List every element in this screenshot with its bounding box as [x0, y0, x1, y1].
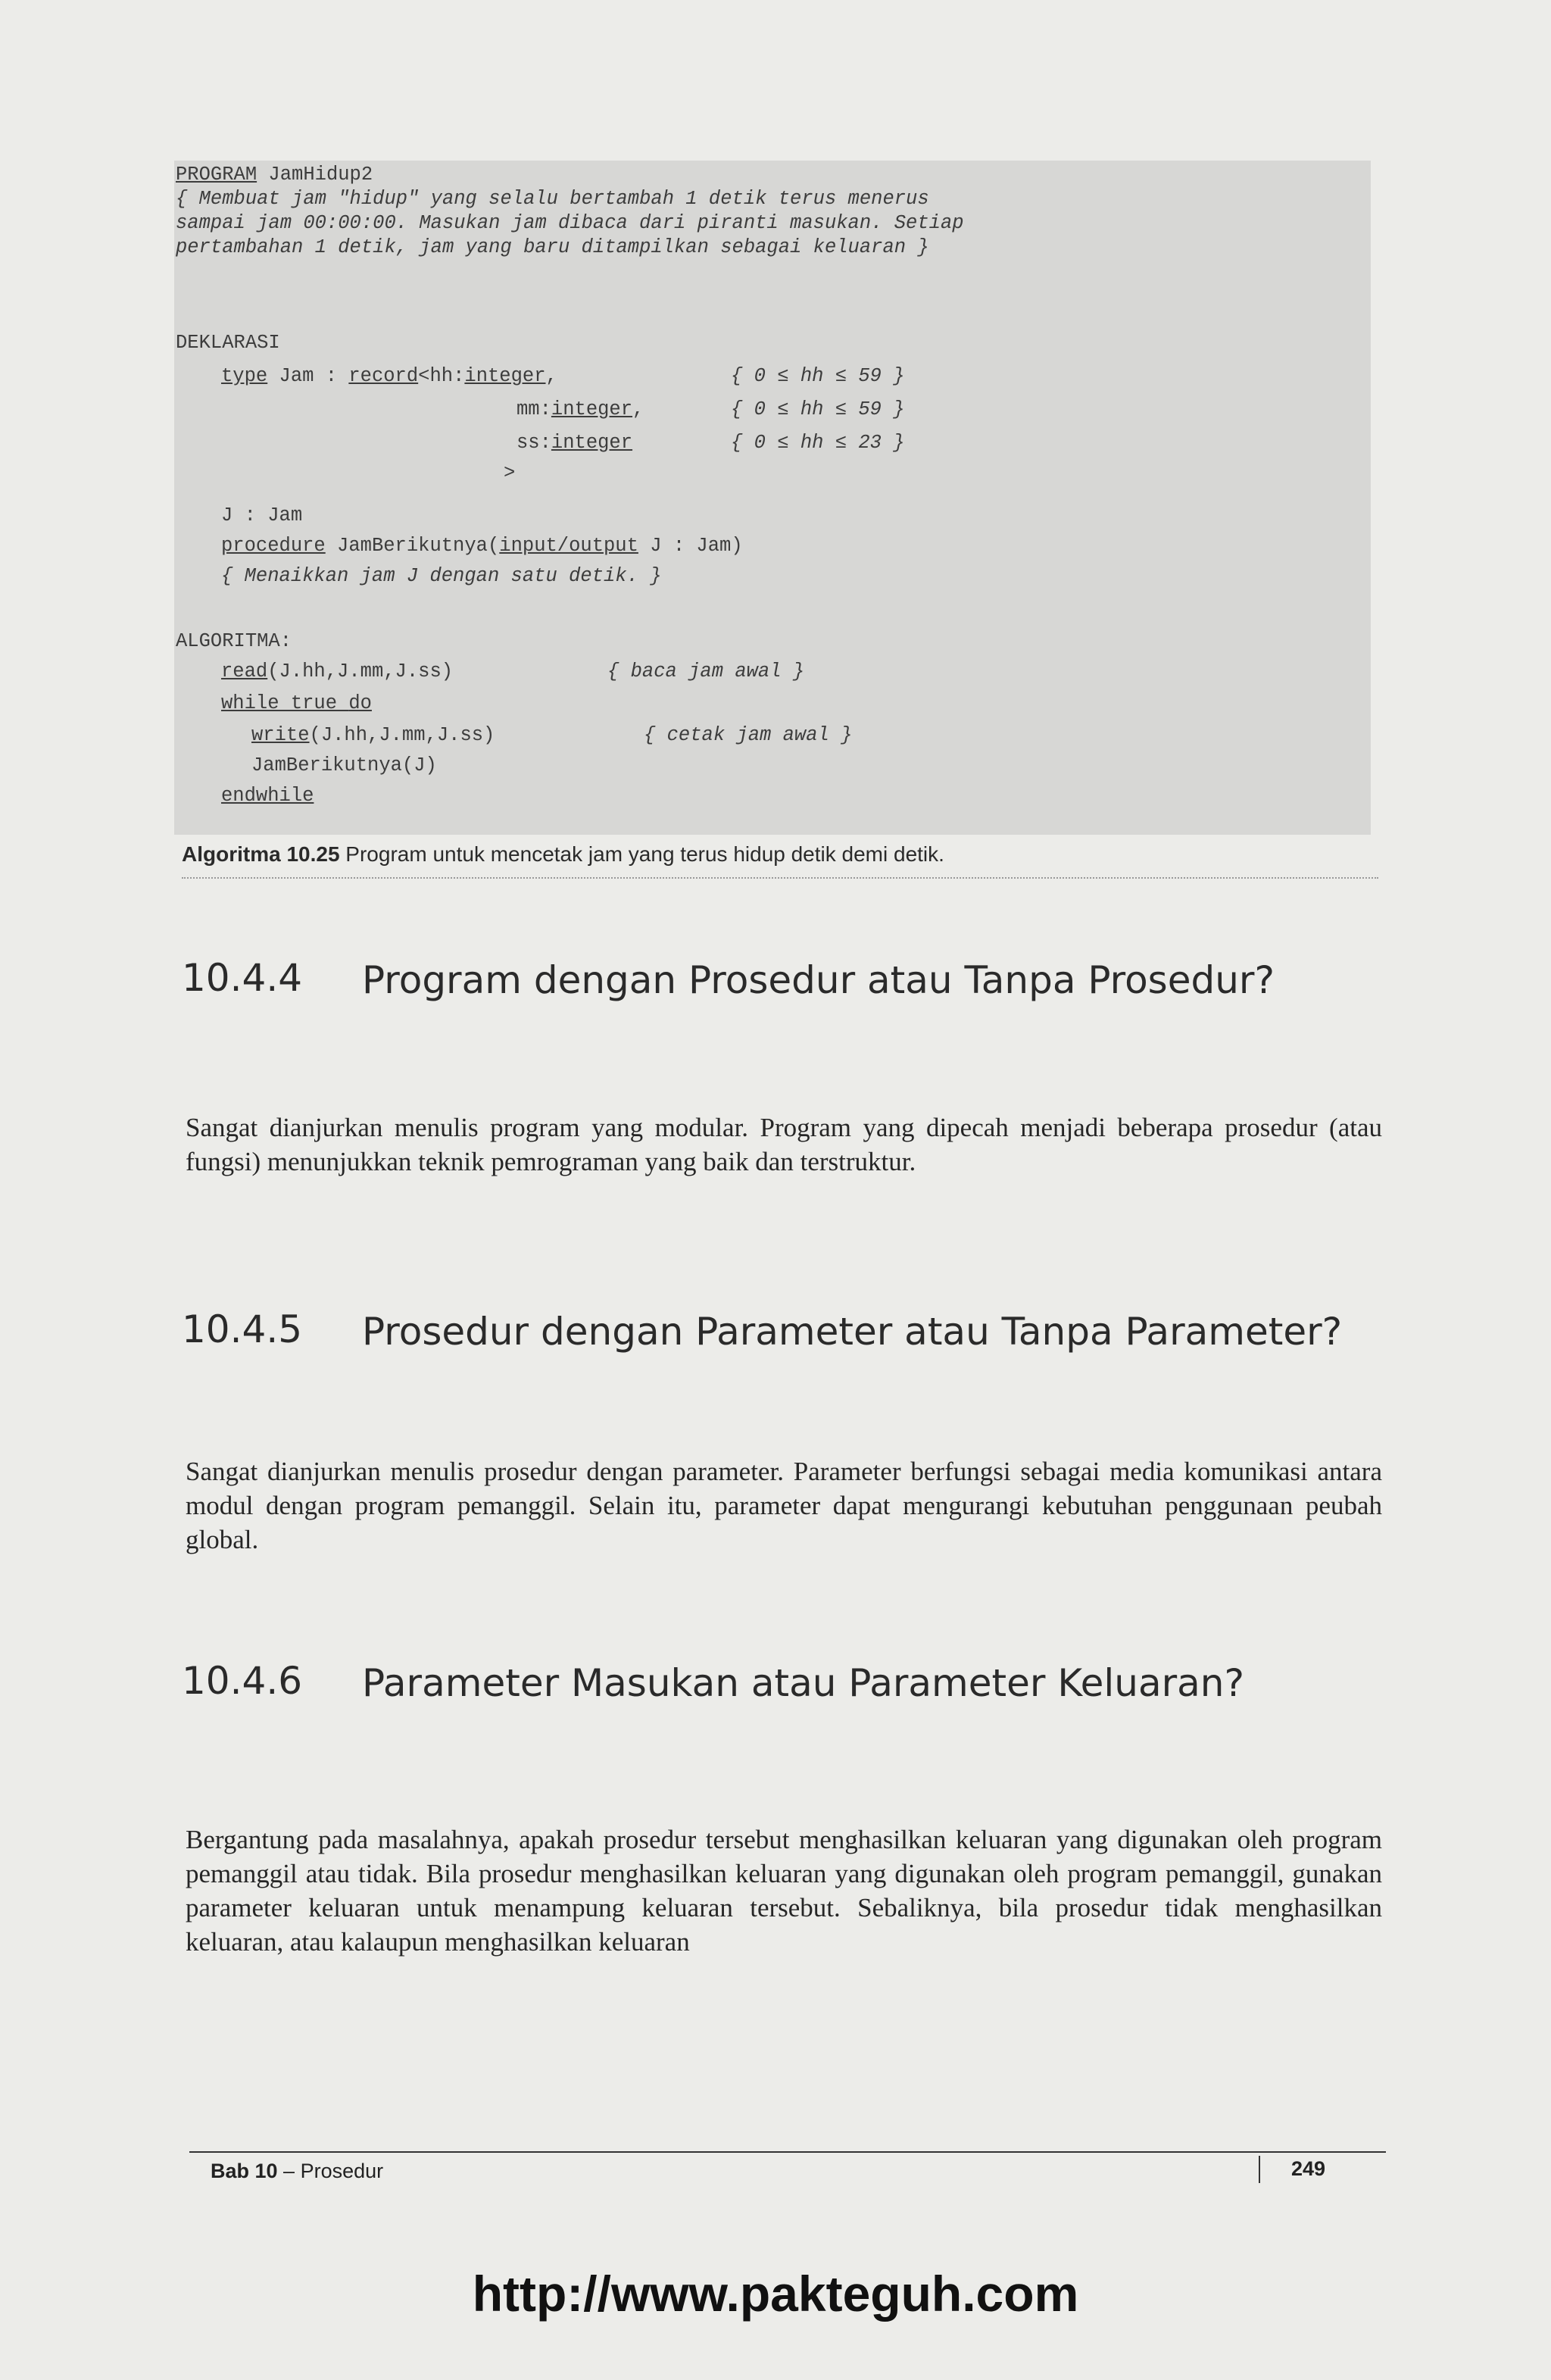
code-read-line — [221, 661, 453, 683]
footer-separator — [1259, 2156, 1260, 2183]
comma-mm: , — [632, 398, 644, 420]
keyword-program: PROGRAM — [176, 164, 257, 186]
footer-divider — [189, 2151, 1386, 2153]
keyword-endwhile: endwhile — [221, 785, 314, 807]
type-decl: Jam : — [267, 365, 349, 387]
keyword-do: do — [348, 692, 372, 714]
field-mm: mm: — [516, 398, 551, 420]
keyword-write: write — [251, 724, 310, 746]
code-comment-ss: { 0 ≤ hh ≤ 23 } — [731, 432, 905, 454]
code-algoritma: ALGORITMA: — [176, 630, 292, 652]
watermark-url: http://www.pakteguh.com — [472, 2266, 1079, 2322]
keyword-procedure: procedure — [221, 535, 326, 557]
footer-chapter — [211, 2160, 383, 2183]
code-procedure-line — [221, 535, 743, 558]
caption-label: Algoritma 10.25 — [182, 842, 340, 866]
section-body-2: Sangat dianjurkan menulis prosedur dengan parameter. Parameter berfungsi sebagai media komunikasi antara modul dengan program pemanggil. Selain itu, parameter dapat mengurangi kebutuhan penggunaan peubah global. — [186, 1457, 1382, 1554]
caption-text: Program untuk mencetak jam yang terus hidup detik demi detik. — [339, 842, 944, 866]
code-field-mm-line — [516, 398, 644, 421]
page-number: 249 — [1291, 2157, 1326, 2180]
code-comment-mm: { 0 ≤ hh ≤ 59 } — [731, 398, 905, 420]
keyword-read: read — [221, 661, 268, 682]
procedure-params: J : Jam) — [638, 535, 743, 557]
comma-hh: , — [545, 365, 557, 387]
section-body-3: Bergantung pada masalahnya, apakah prosedur tersebut menghasilkan keluaran yang digunakan oleh program pemanggil atau tidak. Bila prosedur menghasilkan keluaran yang digunakan oleh program pemanggil, gunakan parameter keluaran untuk menampung keluaran tersebut. Sebaliknya, bila prosedur tidak menghasilkan keluaran, atau kalaupun menghasilkan keluaran — [186, 1825, 1382, 1957]
while-condition: true — [279, 692, 349, 714]
code-endwhile — [221, 785, 314, 807]
section-number-3: 10.4.6 — [182, 1659, 303, 1703]
caption-divider — [182, 877, 1378, 879]
keyword-while: while — [221, 692, 279, 714]
code-comment-line-1: { Membuat jam "hidup" yang selalu bertambah 1 detik terus menerus — [176, 188, 929, 210]
section-number-2: 10.4.5 — [182, 1307, 303, 1351]
code-while-line — [221, 692, 372, 715]
code-call-line: JamBerikutnya(J) — [251, 754, 437, 776]
code-write-line — [251, 724, 495, 747]
code-record-end: > — [504, 462, 516, 484]
code-procedure-comment: { Menaikkan jam J dengan satu detik. } — [221, 565, 662, 587]
procedure-name: JamBerikutnya( — [325, 535, 500, 557]
section-title-3: Parameter Masukan atau Parameter Keluaran? — [362, 1661, 1245, 1705]
footer-chapter-label: Bab 10 — [211, 2160, 278, 2182]
section-body-1: Sangat dianjurkan menulis program yang modular. Program yang dipecah menjadi beberapa prosedur (atau fungsi) menunjukkan teknik pemrograman yang baik dan terstruktur. — [186, 1113, 1382, 1176]
keyword-integer-mm: integer — [551, 398, 633, 420]
code-type-line — [221, 365, 557, 388]
program-name: JamHidup2 — [257, 164, 373, 186]
code-program-line — [176, 164, 373, 186]
keyword-integer-ss: integer — [551, 432, 633, 454]
footer-chapter-title: – Prosedur — [277, 2160, 384, 2182]
keyword-integer-hh: integer — [464, 365, 546, 387]
code-comment-line-2: sampai jam 00:00:00. Masukan jam dibaca dari piranti masukan. Setiap — [176, 212, 964, 234]
code-deklarasi: DEKLARASI — [176, 332, 280, 354]
keyword-type: type — [221, 365, 268, 387]
field-hh: <hh: — [418, 365, 465, 387]
code-var-j: J : Jam — [221, 504, 303, 526]
field-ss: ss: — [516, 432, 551, 454]
code-read-comment: { baca jam awal } — [607, 661, 805, 682]
code-write-comment: { cetak jam awal } — [644, 724, 853, 746]
algorithm-caption — [182, 842, 944, 867]
code-comment-line-3: pertambahan 1 detik, jam yang baru ditampilkan sebagai keluaran } — [176, 236, 929, 258]
code-listing — [174, 161, 1371, 835]
code-field-ss-line — [516, 432, 632, 454]
section-title-1: Program dengan Prosedur atau Tanpa Prosedur? — [362, 958, 1275, 1002]
keyword-record: record — [348, 365, 419, 387]
section-number-1: 10.4.4 — [182, 956, 303, 1000]
code-comment-hh: { 0 ≤ hh ≤ 59 } — [731, 365, 905, 387]
write-args: (J.hh,J.mm,J.ss) — [309, 724, 495, 746]
read-args: (J.hh,J.mm,J.ss) — [267, 661, 454, 682]
keyword-input-output: input/output — [499, 535, 638, 557]
section-title-2: Prosedur dengan Parameter atau Tanpa Parameter? — [362, 1310, 1343, 1354]
